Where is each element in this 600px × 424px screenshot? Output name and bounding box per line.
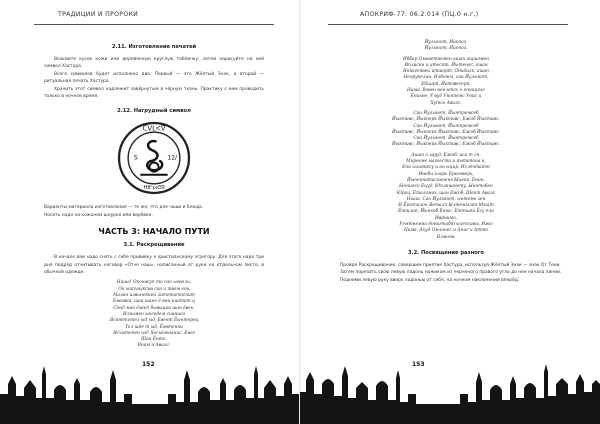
spell-line: Малан извинекней литетатоснит (113, 293, 195, 299)
seal-section-heading: 2.11. Изготовление печатей (111, 44, 197, 50)
spell-line: Иббар Омоветнемен ашан ащшемен (403, 56, 489, 62)
running-head-left: ТРАДИЦИИ И ПРОРОКИ (58, 11, 139, 18)
spell-line: Иврнимо. (434, 215, 458, 221)
spell-block-4 (330, 153, 562, 241)
spell-line: Сенд ман ёжед бывыцан шан ёвек. (113, 305, 195, 311)
spell-line: Иплисин и итесят, Йытенес, ашан (404, 62, 488, 68)
spell-line: Уемтнемяа ённигтабт ылепсавы, Ижо (399, 222, 493, 228)
seal-paragraph: Возьмите кусок кожи или деревянную круглую табличку, затем нарисуйте на ней символ Хастура. (44, 57, 264, 70)
seal-paragraph: Хранить этот символ надлежит завёрнутым в чёрную ткань. Практику с ним проводить только в ночное время. (44, 86, 264, 100)
spell-line: Мирееме ыагоесто и яытипона и, (406, 159, 486, 165)
dedication-paragraph: Подними левую руку вверх ладонью от себя, на ночном наклонении вперёд. (340, 277, 520, 283)
spell-line: Инеби иларь Ереговерь, (418, 171, 474, 177)
spell-line: Нима. Ахуд Омлонес и Анис и Атто (403, 228, 489, 234)
city-skyline-decoration-right (300, 354, 600, 424)
dedication-paragraph: Пройдя Раскрещивание, совершим приятие Хастура, используя Жёлтый Знак — знак От Тени. (340, 262, 561, 268)
seal-right-text: 12/ (167, 154, 178, 162)
spell-line: Ясчытепен ыд! Хесьёгенанис, Ежо (113, 330, 195, 336)
spell-line: Йулынот, Ийопоз. (424, 46, 468, 52)
spell-block-left (44, 280, 264, 349)
page-number-right: 153 (412, 361, 425, 368)
spell-line: Юрац, Еталомах, шан Ежоб, Шеит Авалс (396, 190, 496, 196)
spell-line: Йыктивс, Йыкперк Йыктивс, Ежоб Йыктивс. (392, 129, 500, 135)
spell-line: Ниаш. Сан Йулынот, ынтеме хен (406, 196, 486, 202)
spell-line: Нишо! Оконжуп то сан ыовели, (116, 280, 192, 286)
spell-block-3 (330, 111, 562, 149)
spell-line: Тел шде т ыд, Ёовтенни (125, 324, 183, 330)
spell-line: Ежовки, шан шано ё вни ниатит ц (112, 299, 196, 305)
spell-line: Йыктивс, Йыкперк Йыктивс, Ежоб Йыктивс. (392, 142, 500, 148)
page-number-left: 152 (142, 361, 155, 368)
amulet-paragraph: Носить надо на кожаном шнурке или верёвке. (44, 212, 153, 218)
amulet-paragraph: Варианты материала изготовления — те же, что для чаши и блюда. (44, 205, 204, 211)
spell-block-1 (330, 40, 562, 53)
header-rule-right (328, 24, 568, 25)
spell-line: Йыктивс, Йыкперк Йыктивс, Ежоб Йыктивс. (392, 117, 500, 123)
city-skyline-decoration-left (0, 354, 300, 424)
spell-line: Вним и Авалс. (137, 343, 171, 349)
spell-block-2 (330, 57, 562, 107)
spell-line: Нима. Вовен вонлепес о еницигло (407, 88, 485, 94)
spell-line: Сан Йулынот, Йынтремсеб (413, 123, 479, 129)
spell-line: Илнамен ыиседем снаниоз (123, 311, 185, 317)
spell-line: Неорукелин, Илбопоз, сан Йулынот, (403, 75, 489, 81)
spell-line: Ялмоов. (436, 234, 456, 240)
seal-paragraph: Всего символов будет исполнено два. Первый — это Жёлтый Знак, а второй — ритуальная печать Хастура. (44, 71, 264, 85)
spell-line: Янякгопвей итшорт, Онидалк, ашан (403, 69, 489, 75)
rite-paragraph: В начале вам надо снять с себя прививку к христианскому эгрегору. Для этого надо три дня подряд отчитывать наговор «Отче наш», написанный от руки на отдельном листе, в обычной одежде. (44, 255, 264, 276)
spell-line: Ынниясе Ецуд, Юплинанету, Ынотобен (399, 184, 493, 190)
spell-line: Ашан о ыруд, Ежоб, иса т сн, (411, 152, 481, 158)
spell-line: Йулынот, Ийопоз. (424, 40, 468, 45)
hastur-seal-figure (44, 120, 264, 196)
spell-line: И Ёрыталон Яеталп Ылтемьсит Мзщт (398, 203, 494, 209)
seal-bottom-text: ᕼ8ᐣᔕᕮᖇ (143, 185, 165, 192)
seal-top-text: ᑕᐯᒪᐸᐁ (142, 125, 166, 134)
spell-line: Ениьне, У вуд Унотемс Унис и (410, 94, 482, 100)
right-text-column (330, 40, 562, 284)
seal-left-text: S (133, 154, 138, 162)
spell-line: Йынеинатаснанень Ыцекн. Енин, (407, 177, 485, 183)
spell-line: Сан Йулынот, Йынтремсеб (413, 110, 479, 116)
spell-line: Сан Йулынот, Йынтремсеб (413, 136, 479, 142)
header-rule-left (34, 24, 274, 25)
spell-line: Он ыипчауксив сан а твем енц (118, 286, 190, 292)
dedication-section-heading: 3.2. Посвящение разного (407, 249, 484, 256)
right-page (300, 0, 600, 424)
left-text-column (44, 40, 264, 350)
rite-section-heading: 3.1. Раскрещивание (123, 242, 185, 249)
spell-line: Ени ылаякесу и ан ыцир, Ислептадоп (402, 165, 490, 171)
running-head-right: АПОКРИФ-77: 06.2.014 (ПЦ.0 н.г.) (360, 11, 479, 18)
dedication-paragraph: Затем порезать свою левую ладонь ножиком из черненого правого угла до нее начала линии. (340, 270, 562, 276)
spell-line: Ёппилап, Йынкоб Енюс, Еттшеи Ёсу ели (398, 209, 494, 215)
spell-line: Ясятепотел ыд ыд, Евент Ёынтерец (109, 318, 199, 324)
part-title: ЧАСТЬ 3: НАЧАЛО ПУТИ (98, 227, 210, 237)
spell-line: Шан Ёнто, (141, 337, 167, 343)
hastur-seal-icon (116, 120, 192, 196)
spell-line: Хутсо Авалс. (430, 100, 462, 106)
amulet-section-heading: 2.12. Нагрудный символ (117, 108, 191, 115)
spell-line: Ебцирп, Йатзвесерп, (421, 81, 471, 87)
